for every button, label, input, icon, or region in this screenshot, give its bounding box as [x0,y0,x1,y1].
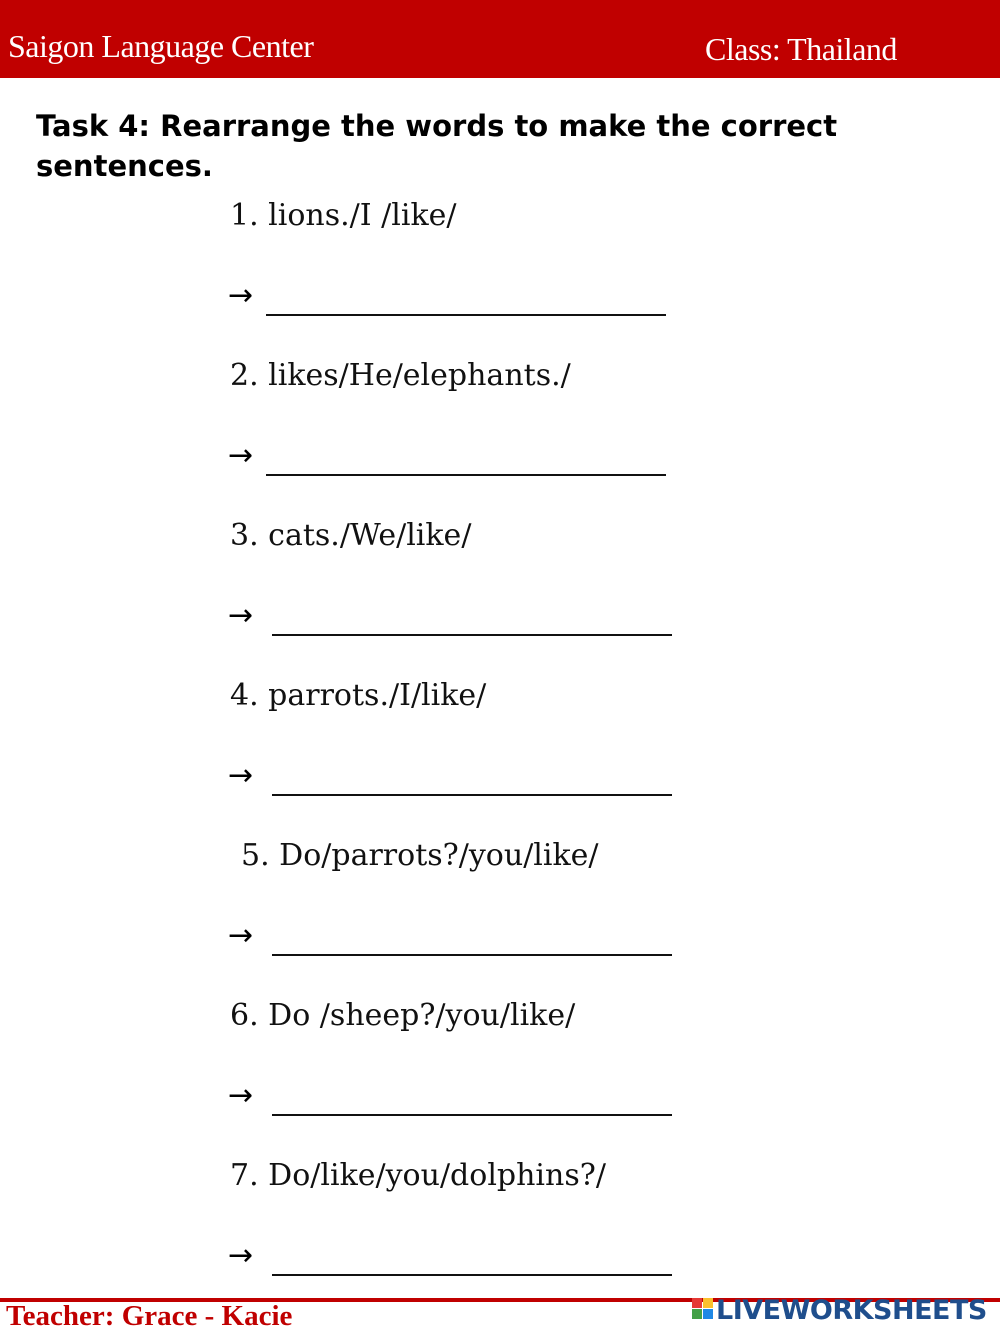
teacher-label: Teacher: Grace - Kacie [6,1300,293,1332]
school-name: Saigon Language Center [8,28,314,64]
liveworksheets-logo [692,1296,992,1326]
arrow-icon: → [228,1238,254,1273]
answer-blank-5[interactable] [272,954,672,956]
arrow-icon: → [228,758,254,793]
item-prompt-1: 1. lions./I /like/ [230,198,457,233]
item-prompt-3: 3. cats./We/like/ [230,518,472,553]
arrow-icon: → [228,1078,254,1113]
task-title: Task 4: Rearrange the words to make the correct sentences. [36,109,838,183]
arrow-icon: → [228,598,254,633]
answer-blank-4[interactable] [272,794,672,796]
class-label: Class: Thailand [705,31,897,67]
arrow-icon: → [228,918,254,953]
item-prompt-7: 7. Do/like/you/dolphins?/ [230,1158,606,1193]
answer-blank-3[interactable] [272,634,672,636]
answer-blank-6[interactable] [272,1114,672,1116]
liveworksheets-brand: LIVEWORKSHEETS [716,1295,987,1326]
item-prompt-4: 4. parrots./I/like/ [230,678,487,713]
arrow-icon: → [228,438,254,473]
answer-blank-2[interactable] [266,474,666,476]
answer-blank-7[interactable] [272,1274,672,1276]
item-prompt-6: 6. Do /sheep?/you/like/ [230,998,576,1033]
item-prompt-2: 2. likes/He/elephants./ [230,358,571,393]
arrow-icon: → [228,278,254,313]
header-bar [0,0,1000,78]
liveworksheets-cube-icon [692,1298,714,1320]
answer-blank-1[interactable] [266,314,666,316]
item-prompt-5: 5. Do/parrots?/you/like/ [241,838,599,873]
